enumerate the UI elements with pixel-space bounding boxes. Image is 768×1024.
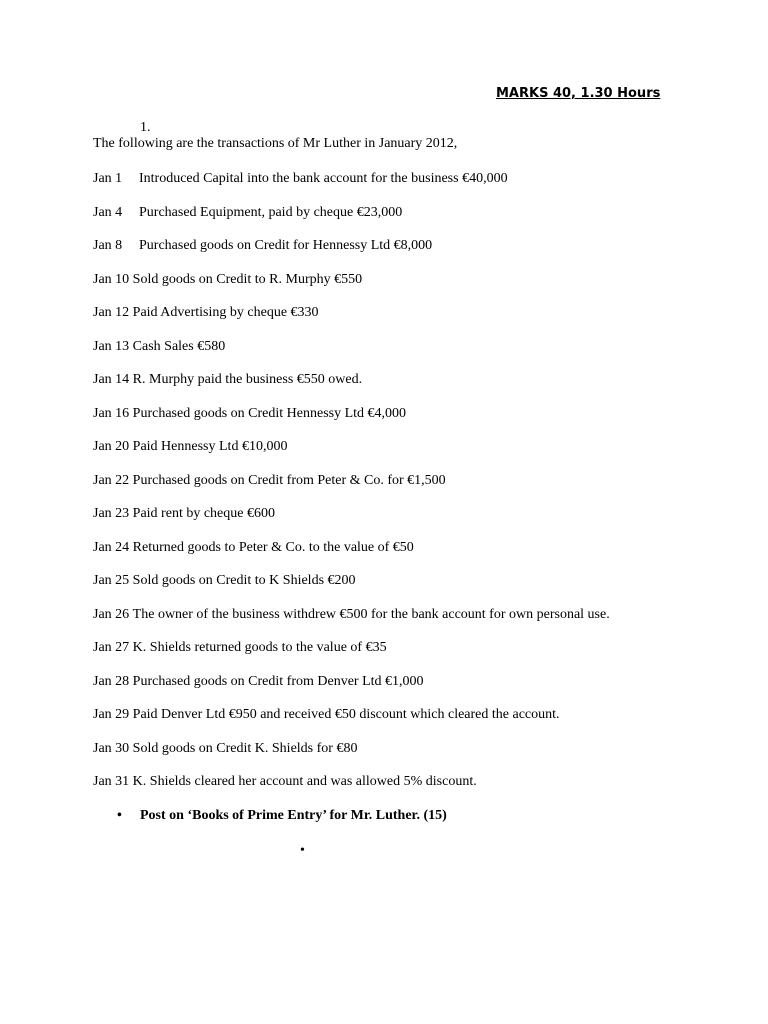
transaction-date: Jan 30 — [93, 740, 130, 756]
question-number: 1. — [140, 120, 151, 135]
transaction-text: K. Shields cleared her account and was allowed 5% discount. — [132, 774, 477, 789]
transaction-text: Introduced Capital into the bank account for the business €40,000 — [139, 171, 508, 186]
transaction-list — [93, 170, 610, 807]
transaction-text: Paid Hennessy Ltd €10,000 — [132, 439, 288, 454]
transaction-date: Jan 20 — [93, 439, 130, 454]
transaction-item — [93, 405, 610, 439]
transaction-text: Paid Denver Ltd €950 and received €50 discount which cleared the account. — [132, 707, 560, 722]
transaction-item — [93, 237, 610, 271]
transaction-text: Sold goods on Credit to K Shields €200 — [132, 573, 356, 588]
transaction-text: The owner of the business withdrew €500 for the bank account for own personal use. — [132, 606, 610, 622]
transaction-text: Purchased goods on Credit Hennessy Ltd €4,000 — [132, 405, 407, 421]
transaction-item — [93, 673, 610, 707]
transaction-date: Jan 27 — [93, 640, 130, 655]
transaction-text: K. Shields returned goods to the value of €35 — [132, 640, 387, 655]
transaction-item — [93, 639, 610, 673]
transaction-item — [93, 338, 610, 372]
transaction-text: Purchased goods on Credit from Peter & Co. for €1,500 — [132, 472, 446, 488]
transaction-text: Cash Sales €580 — [132, 338, 226, 354]
transaction-date: Jan 4 — [93, 204, 123, 220]
transaction-date: Jan 10 — [93, 271, 130, 287]
transaction-item — [93, 606, 610, 640]
transaction-date: Jan 31 — [93, 774, 130, 789]
transaction-item — [93, 572, 610, 606]
transaction-item — [93, 773, 610, 807]
transaction-item — [93, 539, 610, 573]
transaction-text: Purchased goods on Credit from Denver Ltd €1,000 — [132, 673, 424, 689]
question-intro: The following are the transactions of Mr Luther in January 2012, — [93, 136, 458, 151]
transaction-date: Jan 29 — [93, 707, 130, 722]
transaction-date: Jan 23 — [93, 506, 130, 521]
transaction-date: Jan 8 — [93, 238, 123, 253]
transaction-item — [93, 204, 610, 238]
marks-header: MARKS 40, 1.30 Hours — [496, 86, 661, 101]
transaction-date: Jan 25 — [93, 573, 130, 588]
transaction-date: Jan 12 — [93, 305, 130, 320]
transaction-text: Sold goods on Credit to R. Murphy €550 — [132, 271, 363, 287]
transaction-item — [93, 438, 610, 472]
transaction-text: Purchased Equipment, paid by cheque €23,000 — [139, 204, 403, 220]
transaction-item — [93, 271, 610, 305]
transaction-date: Jan 13 — [93, 338, 130, 354]
task-text: Post on ‘Books of Prime Entry’ for Mr. Luther. (15) — [140, 808, 447, 823]
transaction-text: R. Murphy paid the business €550 owed. — [132, 372, 363, 387]
transaction-date: Jan 28 — [93, 673, 130, 689]
transaction-item — [93, 472, 610, 506]
transaction-date: Jan 1 — [93, 171, 123, 186]
bullet-icon: • — [117, 808, 122, 823]
transaction-date: Jan 14 — [93, 372, 130, 387]
empty-bullet-icon: • — [300, 843, 305, 858]
transaction-item — [93, 371, 610, 405]
transaction-text: Purchased goods on Credit for Hennessy Ltd €8,000 — [139, 238, 433, 253]
transaction-text: Sold goods on Credit K. Shields for €80 — [132, 740, 358, 756]
task-instruction — [117, 808, 447, 824]
transaction-item — [93, 170, 610, 204]
transaction-text: Paid Advertising by cheque €330 — [132, 305, 319, 320]
transaction-item — [93, 740, 610, 774]
transaction-date: Jan 24 — [93, 539, 130, 555]
transaction-date: Jan 16 — [93, 405, 130, 421]
transaction-item — [93, 505, 610, 539]
transaction-text: Paid rent by cheque €600 — [132, 506, 275, 521]
transaction-date: Jan 26 — [93, 606, 130, 622]
transaction-item — [93, 304, 610, 338]
transaction-text: Returned goods to Peter & Co. to the value of €50 — [132, 539, 414, 555]
transaction-date: Jan 22 — [93, 472, 130, 488]
transaction-item — [93, 706, 610, 740]
